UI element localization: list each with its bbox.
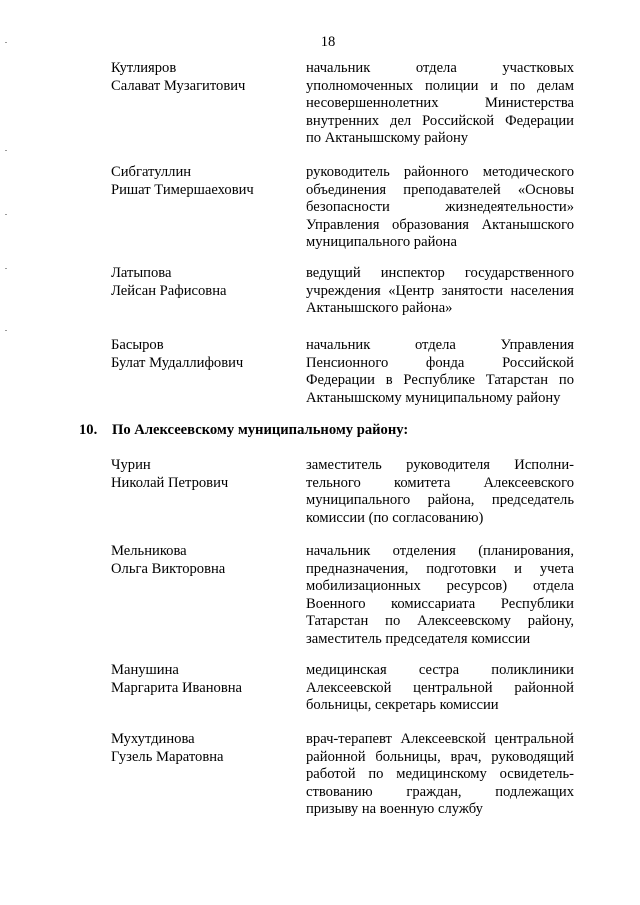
member-role [306, 265, 574, 318]
role-line: безопасности жизнедеятельности» [306, 199, 574, 216]
member-role [306, 457, 574, 527]
section-number: 10. [79, 422, 98, 438]
member-surname: Сибгатуллин [111, 164, 192, 180]
member-given-names: Ольга Викторовна [111, 560, 226, 577]
role-line: врач-терапевт Алексеевской центральной [306, 731, 574, 747]
member-name [111, 265, 291, 300]
role-line: работой по медицинскому освидетель- [306, 766, 574, 783]
role-line: больницы, секретарь комиссии [306, 697, 499, 714]
role-line: призыву на военную службу [306, 801, 483, 818]
member-surname: Латыпова [111, 265, 172, 281]
margin-mark [5, 42, 7, 43]
margin-mark [5, 150, 7, 151]
role-line: уполномоченных полиции и по делам [306, 77, 574, 94]
margin-mark [5, 214, 7, 215]
role-line: по Актанышскому району [306, 130, 469, 147]
role-line: мобилизационных ресурсов) отдела [306, 578, 574, 595]
member-surname: Чурин [111, 457, 151, 473]
member-surname: Кутлияров [111, 60, 177, 76]
member-name [111, 457, 291, 492]
role-line: тельного комитета Алексеевского [306, 474, 574, 491]
member-role [306, 731, 574, 819]
member-given-names: Николай Петрович [111, 474, 229, 491]
role-line: Военного комиссариата Республики [306, 595, 574, 612]
section-heading [79, 422, 408, 440]
role-line: ствованию граждан, подлежащих [306, 783, 574, 800]
role-line: начальник отдела Управления [306, 337, 574, 353]
member-role [306, 60, 574, 148]
role-line: Актанышского района» [306, 300, 453, 317]
member-name [111, 543, 291, 578]
member-role [306, 662, 574, 715]
member-surname: Мухутдинова [111, 731, 195, 747]
role-line: муниципального района, председатель [306, 492, 574, 509]
member-given-names: Лейсан Рафисовна [111, 282, 227, 299]
member-surname: Басыров [111, 337, 164, 353]
margin-mark [5, 268, 7, 269]
member-given-names: Маргарита Ивановна [111, 679, 243, 696]
member-given-names: Булат Мудаллифович [111, 354, 244, 371]
role-line: Алексеевской центральной районной [306, 679, 574, 696]
role-line: Актанышскому муниципальному району [306, 389, 561, 406]
member-name [111, 337, 291, 372]
member-name [111, 60, 291, 95]
role-line: Пенсионного фонда Российской [306, 354, 574, 371]
role-line: руководитель районного методического [306, 164, 574, 180]
role-line: объединения преподавателей «Основы [306, 181, 574, 198]
page-number: 18 [320, 34, 336, 50]
member-name [111, 164, 291, 199]
member-surname: Манушина [111, 662, 179, 678]
role-line: начальник отделения (планирования, [306, 543, 574, 559]
role-line: учреждения «Центр занятости населения [306, 282, 574, 299]
role-line: Федерации в Республике Татарстан по [306, 372, 574, 389]
role-line: начальник отдела участковых [306, 60, 574, 76]
margin-mark [5, 330, 7, 331]
role-line: заместитель председателя комиссии [306, 630, 531, 647]
member-given-names: Ришат Тимершаехович [111, 181, 254, 198]
role-line: Татарстан по Алексеевскому району, [306, 613, 574, 630]
role-line: предназначения, подготовки и учета [306, 560, 574, 577]
role-line: внутренних дел Российской Федерации [306, 112, 574, 129]
role-line: заместитель руководителя Исполни- [306, 457, 574, 473]
role-line: муниципального района [306, 234, 457, 251]
member-name [111, 731, 291, 766]
role-line: районной больницы, врач, руководящий [306, 748, 574, 765]
member-given-names: Гузель Маратовна [111, 748, 224, 765]
role-line: несовершеннолетних Министерства [306, 95, 574, 112]
section-title: По Алексеевскому муниципальному району: [112, 422, 409, 438]
member-name [111, 662, 291, 697]
member-role [306, 164, 574, 252]
role-line: Управления образования Актанышского [306, 216, 574, 233]
role-line: ведущий инспектор государственного [306, 265, 574, 281]
role-line: комиссии (по согласованию) [306, 509, 484, 526]
role-line: медицинская сестра поликлиники [306, 662, 574, 678]
member-given-names: Салават Музагитович [111, 77, 246, 94]
member-role [306, 337, 574, 407]
member-role [306, 543, 574, 649]
member-surname: Мельникова [111, 543, 187, 559]
